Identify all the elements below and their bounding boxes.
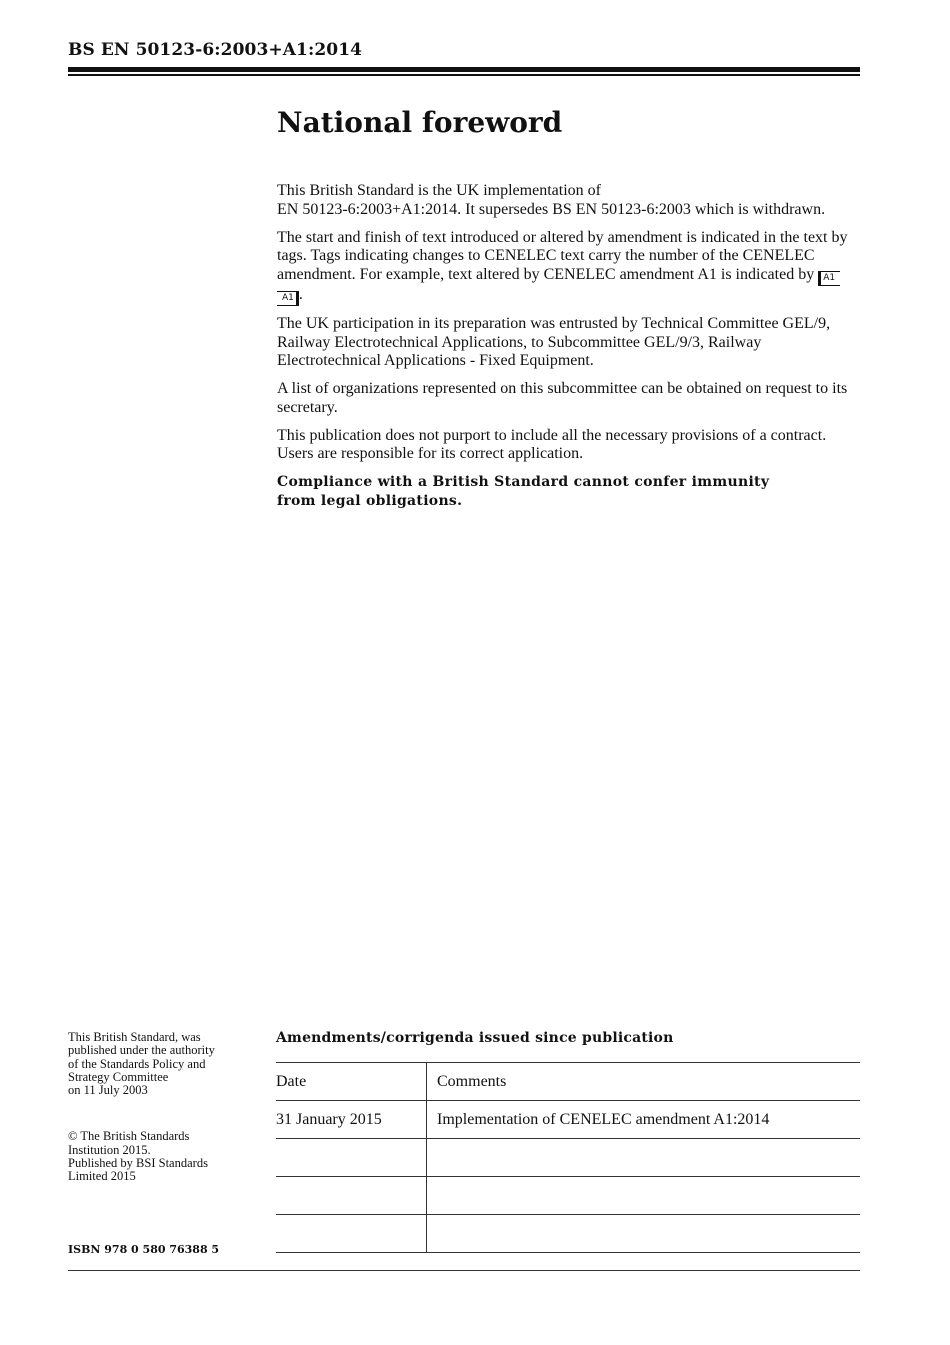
amendment-comment: Implementation of CENELEC amendment A1:2014: [427, 1101, 861, 1139]
column-header-comments: Comments: [427, 1063, 861, 1101]
copyright-line: Published by BSI Standards: [68, 1156, 208, 1171]
standard-code: BS EN 50123-6:2003+A1:2014: [68, 40, 363, 60]
amendment-tag-close-icon: A1: [277, 291, 299, 306]
amendments-title: Amendments/corrigenda issued since publication: [276, 1030, 674, 1046]
publication-sidebar: [68, 1031, 263, 1184]
amendment-comment: [427, 1177, 861, 1215]
copyright-line: Limited 2015: [68, 1169, 136, 1184]
table-row: [276, 1139, 860, 1177]
amendment-date: 31 January 2015: [276, 1101, 427, 1139]
publication-note-line: on 11 July 2003: [68, 1083, 148, 1098]
column-header-date: Date: [276, 1063, 427, 1101]
header-rule-thin: [68, 74, 860, 76]
paragraph-amendment-tags-end: .: [298, 285, 303, 303]
isbn: ISBN 978 0 580 76388 5: [68, 1243, 220, 1256]
copyright-line: © The British Standards: [68, 1129, 190, 1144]
publication-note-line: Strategy Committee: [68, 1069, 169, 1084]
amendment-comment: [427, 1215, 861, 1253]
table-row: [276, 1215, 860, 1253]
amendment-comment: [427, 1139, 861, 1177]
footer-rule: [68, 1270, 860, 1271]
copyright-line: Institution 2015.: [68, 1142, 151, 1157]
amendment-date: [276, 1139, 427, 1177]
publication-note-line: This British Standard, was: [68, 1030, 201, 1044]
paragraph-contract: This publication does not purport to include all the necessary provisions of a contract. Users are responsible for its correct application.: [277, 426, 827, 462]
publication-note-line: published under the authority: [68, 1043, 215, 1058]
table-header-row: [276, 1063, 860, 1101]
paragraph-implementation-line1: This British Standard is the UK implementation of: [277, 182, 601, 199]
foreword-body: [277, 182, 862, 521]
paragraph-compliance-line1: Compliance with a British Standard cannot confer immunity: [277, 474, 770, 490]
table-row: [276, 1101, 860, 1139]
paragraph-implementation: [277, 182, 862, 219]
paragraph-implementation-line2: EN 50123-6:2003+A1:2014. It supersedes BS EN 50123-6:2003 which is withdrawn.: [277, 200, 826, 218]
table-row: [276, 1177, 860, 1215]
paragraph-compliance: [277, 473, 862, 511]
page-title: National foreword: [277, 106, 563, 139]
paragraph-amendment-tags: [277, 229, 862, 306]
amendments-table: [276, 1062, 860, 1253]
paragraph-organizations: A list of organizations represented on this subcommittee can be obtained on request to its secretary.: [277, 380, 848, 416]
paragraph-uk-participation: The UK participation in its preparation was entrusted by Technical Committee GEL/9, Railway Electrotechnical Applications, to Subcommittee GEL/9/3, Railway Electrotechnical Applications - Fixed Equipment.: [277, 315, 831, 369]
amendment-date: [276, 1177, 427, 1215]
publication-note-line: of the Standards Policy and: [68, 1056, 206, 1071]
amendment-date: [276, 1215, 427, 1253]
paragraph-amendment-tags-text: The start and finish of text introduced or altered by amendment is indicated in the text by tags. Tags indicating changes to CENELEC text carry the number of the CENELEC amendment. For example, text altered by CENELEC amendment A1 is indicated by: [277, 228, 848, 283]
paragraph-compliance-line2: from legal obligations.: [277, 493, 463, 509]
amendment-tag-open-icon: A1: [818, 271, 840, 286]
header-rule-thick: [68, 67, 860, 72]
